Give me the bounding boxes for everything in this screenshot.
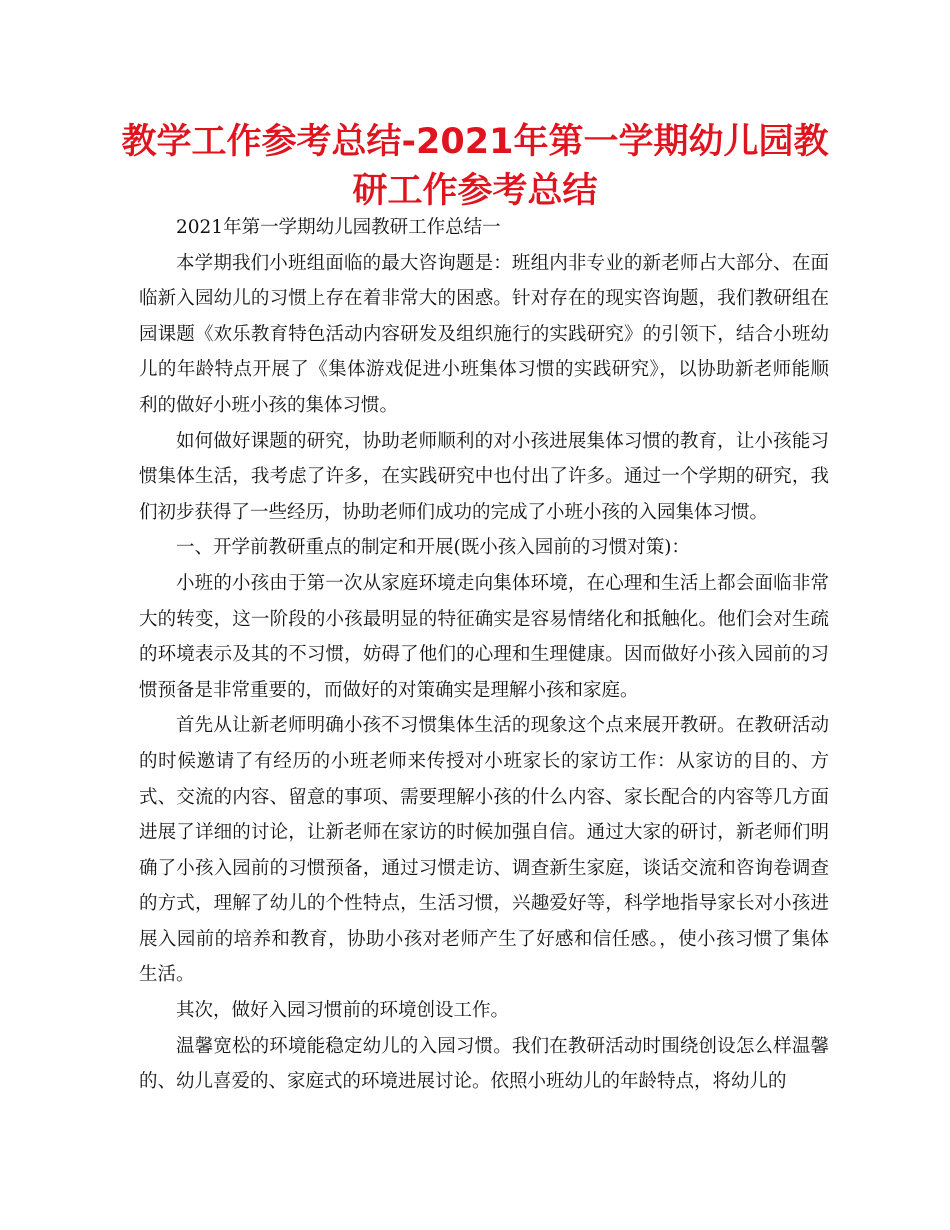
paragraph: 温馨宽松的环境能稳定幼儿的入园习惯。我们在教研活动时围绕创设怎么样温馨的、幼儿喜爱的、家庭式的环境进展讨论。依照小班幼儿的年龄特点，将幼儿的 (139, 1035, 829, 1093)
paragraph: 本学期我们小班组面临的最大咨询题是：班组内非专业的新老师占大部分、在面临新入园幼儿的习惯上存在着非常大的困惑。针对存在的现实咨询题，我们教研组在园课题《欢乐教育特色活动内容研发及组织施行的实践研究》的引领下，结合小班幼儿的年龄特点开展了《集体游戏促进小班集体习惯的实践研究》，以协助新老师能顺利的做好小班小孩的集体习惯。 (139, 252, 829, 416)
paragraph-subtitle: 2021年第一学期幼儿园教研工作总结一 (176, 217, 501, 238)
document-title: 教学工作参考总结-2021年第一学期幼儿园教研工作参考总结 (121, 122, 829, 211)
paragraph: 如何做好课题的研究，协助老师顺利的对小孩进展集体习惯的教育，让小孩能习惯集体生活，我考虑了许多，在实践研究中也付出了许多。通过一个学期的研究，我们初步获得了一些经历，协助老师们成功的完成了小班小孩的入园集体习惯。 (139, 430, 829, 523)
paragraph: 小班的小孩由于第一次从家庭环境走向集体环境，在心理和生活上都会面临非常大的转变，这一阶段的小孩最明显的特征确实是容易情绪化和抵触化。他们会对生疏的环境表示及其的不习惯，妨碍了他们的心理和生理健康。因而做好小孩入园前的习惯预备是非常重要的，而做好的对策确实是理解小孩和家庭。 (139, 572, 829, 701)
document-body (139, 210, 829, 1100)
section-heading: 一、开学前教研重点的制定和开展(既小孩入园前的习惯对策)： (176, 537, 690, 559)
paragraph: 首先从让新老师明确小孩不习惯集体生活的现象这个点来展开教研。在教研活动的时候邀请了有经历的小班老师来传授对小班家长的家访工作：从家访的目的、方式、交流的内容、留意的事项、需要理解小孩的什么内容、家长配合的内容等几方面进展了详细的讨论，让新老师在家访的时候加强自信。通过大家的研讨，新老师们明确了小孩入园前的习惯预备，通过习惯走访、调查新生家庭，谈话交流和咨询卷调查的方式，理解了幼儿的个性特点，生活习惯，兴趣爱好等，科学地指导家长对小孩进展入园前的培养和教育，协助小孩对老师产生了好感和信任感。，使小孩习惯了集体生活。 (139, 715, 829, 986)
paragraph: 其次，做好入园习惯前的环境创设工作。 (176, 1000, 510, 1022)
